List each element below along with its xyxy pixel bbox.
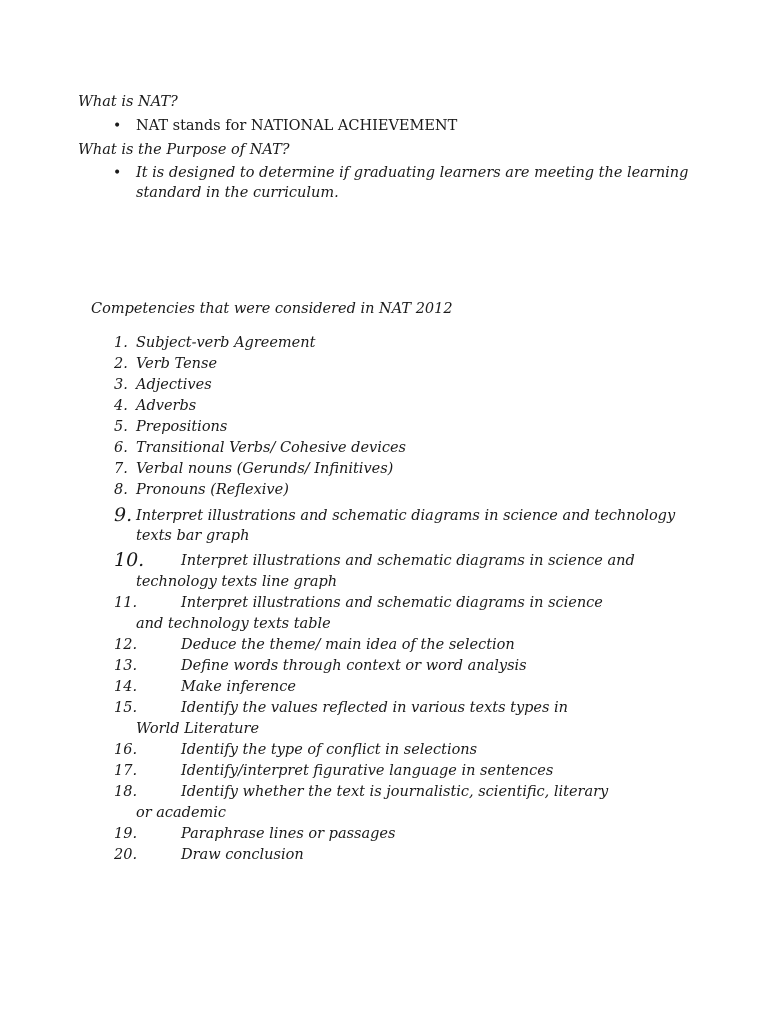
answer-purpose-line1: It is designed to determine if graduating learners are meeting the learning <box>136 165 689 181</box>
list-item-number: 8. <box>114 482 128 498</box>
list-item-number: 17. <box>114 763 138 779</box>
list-item-text: Adjectives <box>136 377 212 393</box>
list-item-text: Identify the type of conflict in selections <box>181 742 478 758</box>
competencies-heading: Competencies that were considered in NAT 2012 <box>91 301 453 317</box>
list-item-number: 7. <box>114 461 128 477</box>
list-item-number: 1. <box>114 335 128 351</box>
question-what-is-nat: What is NAT? <box>78 94 178 110</box>
list-item-text: Transitional Verbs/ Cohesive devices <box>136 440 406 456</box>
list-item-number: 12. <box>114 637 138 653</box>
list-item-text: Make inference <box>181 679 296 695</box>
list-item-text: Verbal nouns (Gerunds/ Infinitives) <box>136 461 394 477</box>
answer-purpose-line2: standard in the curriculum. <box>136 185 339 201</box>
list-item-number: 16. <box>114 742 138 758</box>
list-item-number: 5. <box>114 419 128 435</box>
list-item-text: Identify whether the text is journalistic, scientific, literary <box>181 784 609 800</box>
list-item-number: 14. <box>114 679 138 695</box>
list-item-text: Identify the values reflected in various texts types in <box>181 700 569 716</box>
list-item-text: Interpret illustrations and schematic diagrams in science and <box>181 553 635 569</box>
list-item-text-continued: World Literature <box>136 721 260 737</box>
list-item-number: 18. <box>114 784 138 800</box>
list-item-number: 15. <box>114 700 138 716</box>
answer-what-is-nat: NAT stands for NATIONAL ACHIEVEMENT <box>136 118 458 134</box>
list-item-number: 11. <box>114 595 138 611</box>
list-item-text-continued: and technology texts table <box>136 616 331 632</box>
list-item-number: 6. <box>114 440 128 456</box>
list-item-text: Verb Tense <box>136 356 218 372</box>
list-item-number: 9. <box>114 504 133 526</box>
list-item-text-continued: texts bar graph <box>136 528 250 544</box>
list-item-number: 2. <box>114 356 128 372</box>
list-item-text: Draw conclusion <box>181 847 304 863</box>
list-item-text: Prepositions <box>136 419 228 435</box>
list-item-text: Pronouns (Reflexive) <box>136 482 289 498</box>
list-item-text: Identify/interpret figurative language in sentences <box>181 763 554 779</box>
list-item-text-continued: technology texts line graph <box>136 574 338 590</box>
list-item-number: 13. <box>114 658 138 674</box>
list-item-number: 19. <box>114 826 138 842</box>
list-item-number: 10. <box>114 549 145 571</box>
list-item-number: 4. <box>114 398 128 414</box>
list-item-text-continued: or academic <box>136 805 227 821</box>
list-item-text: Adverbs <box>136 398 197 414</box>
question-purpose-of-nat: What is the Purpose of NAT? <box>78 142 290 158</box>
list-item-text: Interpret illustrations and schematic diagrams in science and technology <box>136 508 676 524</box>
bullet-icon: • <box>113 118 122 134</box>
bullet-icon: • <box>113 165 122 181</box>
list-item-text: Subject-verb Agreement <box>136 335 316 351</box>
list-item-number: 3. <box>114 377 128 393</box>
list-item-text: Interpret illustrations and schematic diagrams in science <box>181 595 603 611</box>
list-item-text: Define words through context or word analysis <box>181 658 527 674</box>
list-item-text: Deduce the theme/ main idea of the selection <box>181 637 515 653</box>
list-item-text: Paraphrase lines or passages <box>181 826 396 842</box>
list-item-number: 20. <box>114 847 138 863</box>
